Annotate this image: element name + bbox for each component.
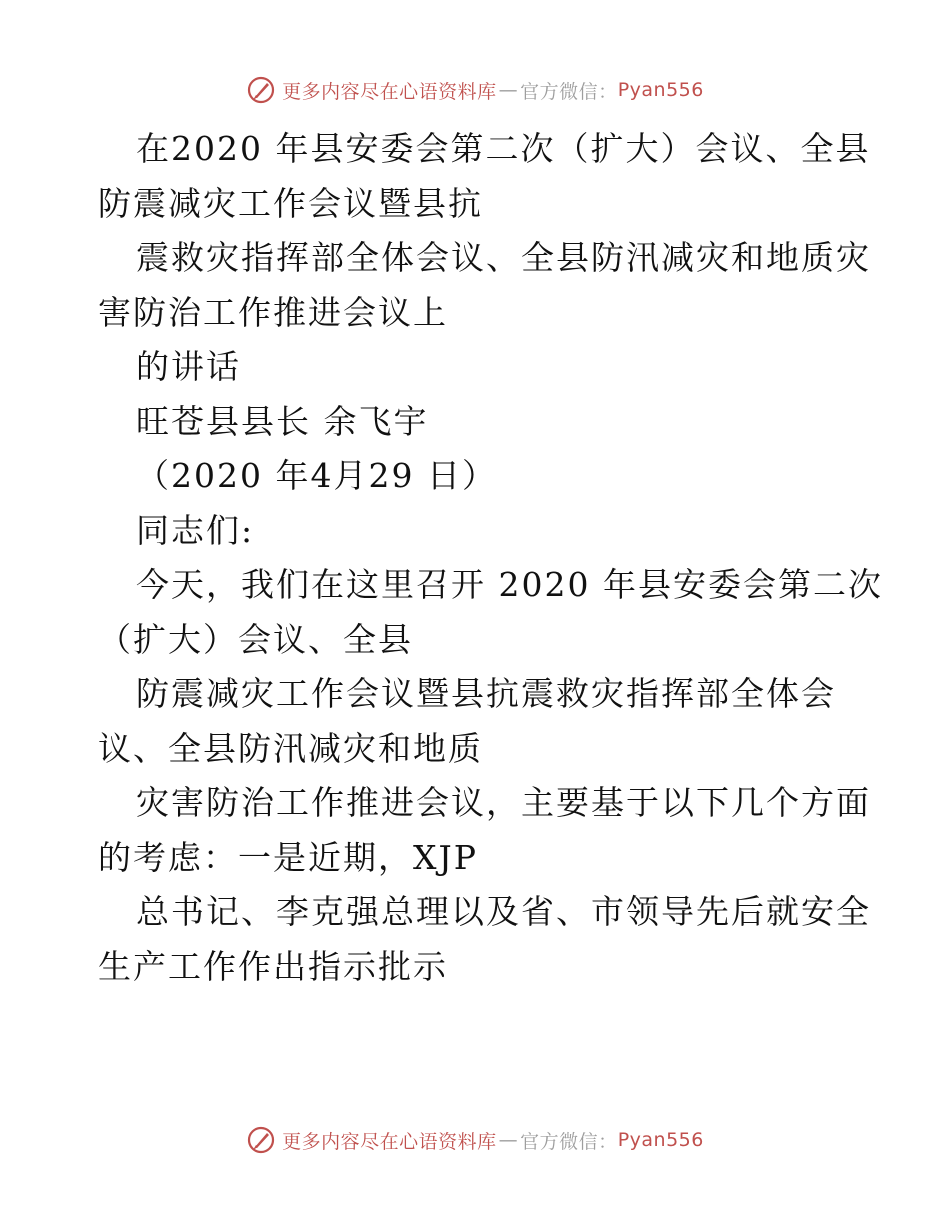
- text-line: （2020 年4月29 日）: [136, 456, 497, 495]
- text-line: 今天，我们在这里召开 2020 年县安委会第二次: [136, 565, 883, 604]
- text-line: 生产工作作出指示批示: [98, 946, 448, 986]
- watermark-id: Pyan556: [617, 1129, 704, 1151]
- text-line: 防震减灾工作会议暨县抗震救灾指挥部全体会: [136, 674, 836, 713]
- text-line: 同志们:: [136, 510, 255, 550]
- footer-watermark: [0, 1125, 950, 1155]
- text-line: 防震减灾工作会议暨县抗: [98, 183, 483, 223]
- quill-logo-icon: [246, 1125, 276, 1155]
- text-line: 议、全县防汛减灾和地质: [98, 728, 483, 768]
- watermark-separator: —: [498, 1129, 519, 1151]
- text-line: 害防治工作推进会议上: [98, 292, 448, 332]
- text-line: 旺苍县县长 余飞宇: [136, 401, 429, 441]
- watermark-separator: —: [498, 79, 519, 101]
- text-line: （扩大）会议、全县: [98, 619, 413, 659]
- text-line: 震救灾指挥部全体会议、全县防汛减灾和地质灾: [136, 238, 871, 277]
- header-watermark: [0, 75, 950, 105]
- watermark-label: 官方微信：: [520, 1130, 618, 1153]
- text-line: 的考虑：一是近期，XJP: [98, 837, 478, 877]
- quill-logo-icon: [246, 75, 276, 105]
- watermark-text: 更多内容尽在心语资料库: [282, 1130, 497, 1153]
- text-line: 在2020 年县安委会第二次（扩大）会议、全县: [136, 129, 871, 168]
- watermark-text: 更多内容尽在心语资料库: [282, 80, 497, 103]
- document-body: [98, 122, 883, 994]
- watermark-id: Pyan556: [617, 79, 704, 101]
- text-line: 总书记、李克强总理以及省、市领导先后就安全: [136, 892, 871, 931]
- text-line: 灾害防治工作推进会议，主要基于以下几个方面: [136, 783, 871, 822]
- text-line: 的讲话: [136, 347, 241, 386]
- watermark-label: 官方微信：: [520, 80, 618, 103]
